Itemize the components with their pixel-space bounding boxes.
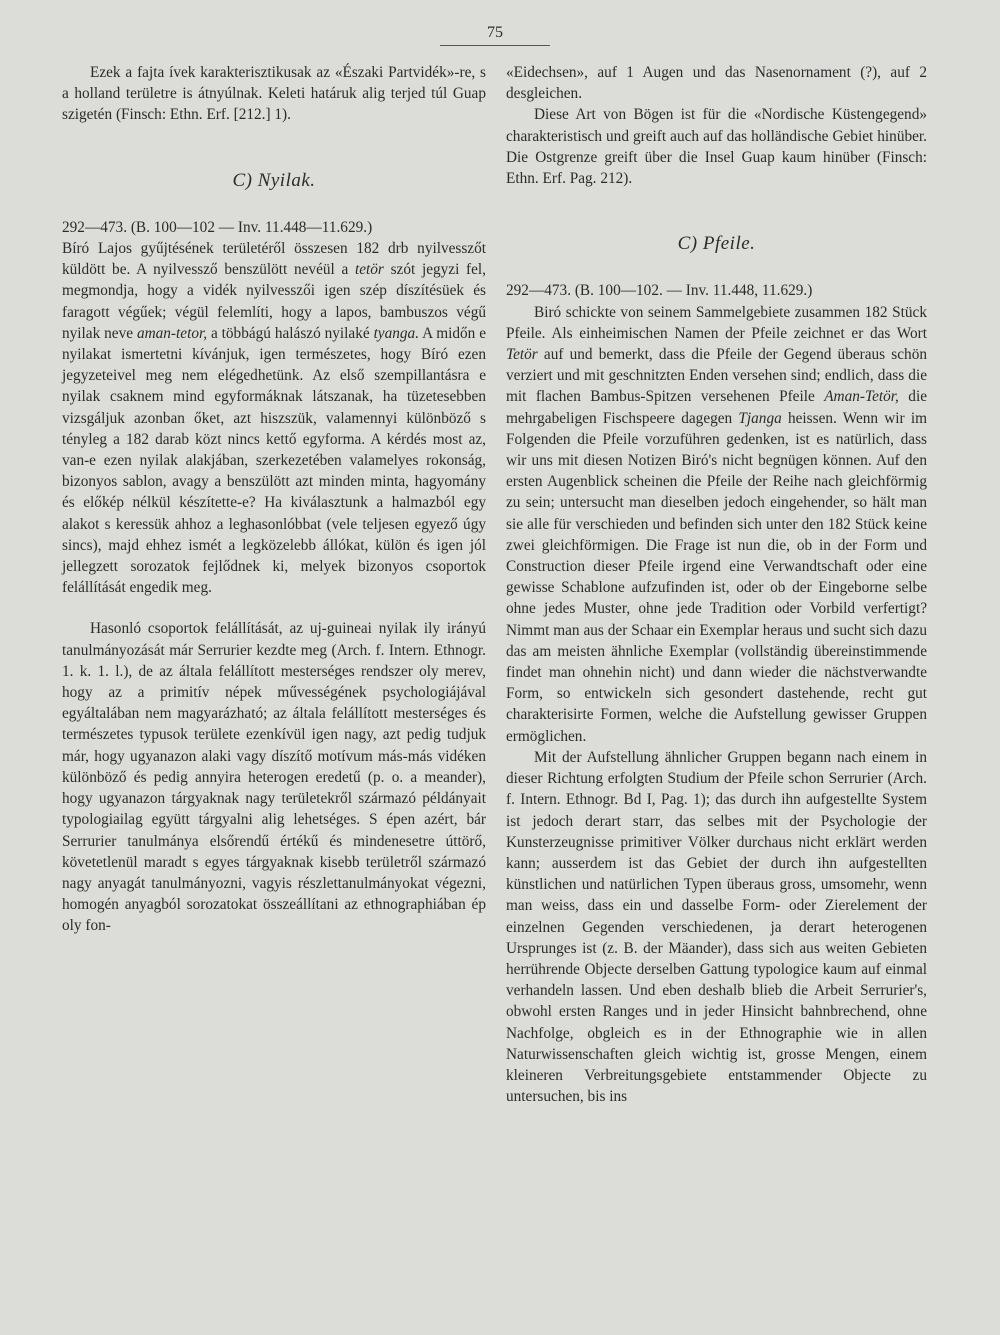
right-section-heading: C) Pfeile. (677, 233, 756, 255)
right-intro-line: «Eidechsen», auf 1 Augen und das Nasenornament (?), auf 2 desgleichen. (506, 64, 927, 103)
right-p1-term-tjanga: Tjanga (738, 409, 782, 427)
german-column (506, 62, 927, 1107)
right-p1-text-a: Biró schickte von seinem Sammelgebiete zusammen 182 Stück Pfeile. Als einheimischen Namen der Pfeile zeichnet er das Wort (506, 303, 927, 342)
right-intro-paragraph: Diese Art von Bögen ist für die «Nordische Küstengegend» charakteristisch und greift auch auf das holländische Gebiet hinüber. Die Ostgrenze greift über die Insel Guap kaum hinüber (Finsch: Ethn. Erf. Pag. 212). (506, 106, 927, 188)
left-p1-term-aman-tetor: aman-tetor, (136, 324, 208, 342)
left-p1-term-tyanga: tyanga. (373, 324, 420, 342)
left-intro-paragraph: Ezek a fajta ívek karakterisztikusak az «Északi Partvidék»-re, s a holland területre is átnyúlnak. Keleti határuk alig terjed túl Guap szigetén (Finsch: Ethn. Erf. [212.] 1). (62, 64, 486, 124)
left-p1-text-a: Bíró Lajos gyűjtésének területéről összesen 182 drb nyilvesszőt küldött be. A nyilvessző benszülött nevéül a (62, 240, 486, 279)
left-p1-text-c: a többágú halászó nyilaké (207, 324, 374, 342)
right-p1-text-b: auf und bemerkt, dass die Pfeile der Gegend überaus schön verziert und mit geschnitzten Enden versehen sind; endlich, dass die mit flachen Bambus-Spitzen versehenen Pfeile (506, 346, 927, 406)
right-p1-term-tetor: Tetör (506, 346, 538, 364)
right-p1-text-d: heissen. Wenn wir im Folgenden die Pfeile vorzuführen gedenken, ist es natürlich, dass wir uns mit diesen Notizen Biró's nicht begnügen können. Auf den ersten Augenblick scheinen die Pfeile der Reihe nach gleichförmig zu sein; untersucht man dieselben jedoch eingehender, so hält man sie alle für verschieden und befinden sich unter den 182 Stück keine zwei gleichförmigen. Die Frage ist nun die, ob in der Form und Construction dieser Pfeile irgend eine Verwandtschaft oder eine gewisse Schablone aufzufinden ist, oder ob der Eingeborne selbe ohne jedes Muster, ohne jede Tradition oder Vorbild verfertigt? Nimmt man aus der Schaar ein Exemplar heraus und sucht sich dazu das am meisten ähnliche Exemplar (vollständig übereinstimmende findet man ohnehin nicht) und dann wieder die nächstverwandte Form, so entwickeln sich gesondert dastehende, recht gut charakterisirte Formen, welche die Aufstellung gewisser Gruppen ermöglichen. (506, 409, 927, 745)
paragraph-gap (62, 598, 486, 618)
right-p1-text-c: die mehrgabeligen Fischspeere dagegen (506, 388, 927, 427)
page-number: 75 (440, 24, 550, 46)
right-reference-line: 292—473. (B. 100—102. — Inv. 11.448, 11.629.) (506, 282, 813, 300)
left-section-heading: C) Nyilak. (232, 169, 316, 191)
right-paragraph-2: Mit der Aufstellung ähnlicher Gruppen begann nach einem in dieser Richtung erfolgten Studium der Pfeile schon Serrurier (Arch. f. Intern. Ethnogr. Bd I, Pag. 1); das durch ihn aufgestellte System ist jedoch derart starr, das selbes mit der Psychologie der Kunsterzeugnisse primitiver Völker durchaus nicht erklärt werden kann; ausserdem ist das Gebiet der durch ihn aufgestellten künstlichen und natürlichen Typen überaus gross, umsomehr, wenn man weiss, dass ein und dasselbe Form- oder Zierelement der einzelnen Gegenden verschiedenen, ja derart heterogenen Ursprunges ist (z. B. der Mäander), dass sich aus weiten Gebieten herrührende Objecte derselben Gattung typologice kaum auf einmal verhandeln lassen. Und eben deshalb blieb die Arbeit Serrurier's, obwohl ersten Ranges und in jeder Hinsicht bahnbrechend, ohne Nachfolge, obgleich es in der Ethnographie wie in allen Naturwissenschaften gleich wichtig ist, grosse Mengen, einem kleineren Verbreitungsgebiete entstammender Objecte zu untersuchen, bis ins (506, 748, 927, 1106)
left-p1-text-d: A midőn e nyilakat ismertetni kívánjuk, igen természetes, hogy Bíró ezen jegyzeteivel meg nem elégedhetünk. Az első szempillantásra e nyilak csaknem mind egyformáknak látszanak, ha tüzetesebben vizsgáljuk azonban őket, azt hiszszük, valamennyi különböző s tényleg a 182 darab közt nincs kettő egyforma. A kérdés most az, van-e ezen nyilak alakjában, szerkezetében valamelyes rokonság, bizonyos sablon, avagy a benszülött azt minden minta, hagyomány és előkép nélkül készítette-e? Ha kiválasztunk a halmazból egy alakot s keressük ahhoz a leghasonlóbbat (vele teljesen egyező úgy sincs), majd ehhez ismét a legközelebb állókat, külön és igen jól jellegzett sorozatok fejlődnek ki, melyek bizonyos csoportok felállítását engedik meg. (62, 324, 486, 597)
left-paragraph-1 (62, 238, 486, 598)
hungarian-column (62, 62, 486, 937)
left-p1-text-b: szót jegyzi fel, megmondja, hogy a vidék nyilvesszői igen szép díszítésüek és faragott végűek; végül felemlíti, hogy a lapos, bambuszos végű nyilak neve (62, 261, 486, 342)
right-paragraph-1 (506, 302, 927, 747)
left-paragraph-2: Hasonló csoportok felállítását, az uj-guineai nyilak ily irányú tanulmányozását már Serrurier kezdte meg (Arch. f. Intern. Ethnogr. 1. k. 1. l.), de az általa felállított mesterséges rendszer oly merev, hogy az a primitív népek művességének psychologiájával egyáltalában nem magyarázható; az általa felállított mesterséges és természetes typusok területe ezenkívül igen nagy, azt pedig tudjuk már, hogy ugyanazon alaki vagy díszítő motívum más-más vidéken különböző és pedig annyira heterogen eredetű (p. o. a meander), hogy ugyanazon tárgyaknak nagy területekről származó példányait typologiailag együtt tárgyalni alig lehetséges. S épen azért, bár Serrurier tanulmánya elsőrendű értékű és mindenesetre úttörő, követetlenül maradt s egyes tárgyaknak kisebb területről származó nagy anyagát tanulmányozni, vagyis részlettanulmányokat végezni, homogén anyagból sorozatokat összeállítani az ethnographiában ép oly fon- (62, 620, 486, 935)
left-reference-line: 292—473. (B. 100—102 — Inv. 11.448—11.629.) (62, 218, 373, 236)
left-p1-term-tetor: tetör (354, 261, 384, 279)
right-p1-term-aman-tetor: Aman-Tetör, (824, 388, 899, 406)
